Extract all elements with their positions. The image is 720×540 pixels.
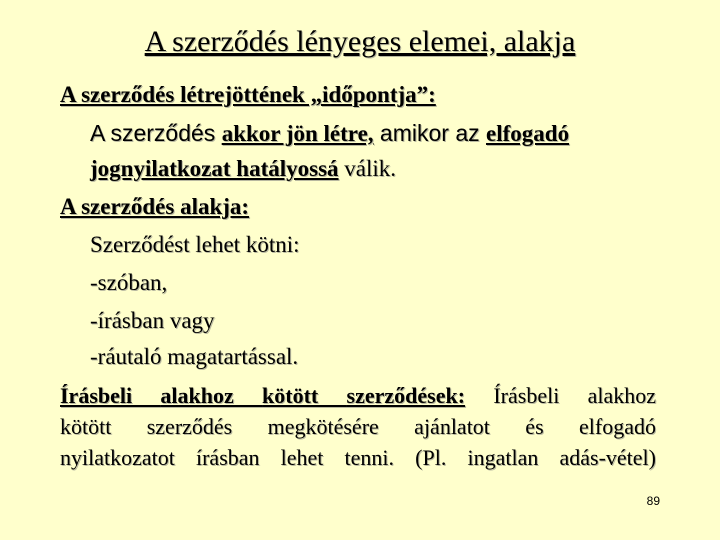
formation-text-emphasis: elfogadó <box>486 121 570 146</box>
formation-text-plain: A szerződés <box>90 120 222 146</box>
form-item-implied-conduct: -ráutaló magatartással. <box>90 344 299 369</box>
formation-text-emphasis: akkor jön létre, <box>221 121 374 146</box>
page-number: 89 <box>646 494 660 508</box>
written-form-paragraph-line-1 <box>60 382 656 410</box>
form-item-oral: -szóban, <box>90 270 168 295</box>
form-item-written: -írásban vagy <box>90 308 215 333</box>
formation-text-line-1 <box>90 118 569 149</box>
written-form-paragraph-line-2: kötött szerződés megkötésére ajánlatot és elfogadó <box>60 414 656 439</box>
written-form-term: alakhoz <box>160 383 263 408</box>
slide-title: A szerződés lényeges elemei, alakja <box>144 25 576 58</box>
formation-text-line-2 <box>90 154 396 184</box>
written-form-term: szerződések: <box>346 383 466 408</box>
written-form-text: Írásbeli alakhoz <box>493 383 656 408</box>
form-intro: Szerződést lehet kötni: <box>90 232 300 257</box>
heading-formation-time: A szerződés létrejöttének „időpontja”: <box>60 82 436 107</box>
formation-text-plain: válik. <box>338 156 397 181</box>
formation-text-emphasis: jognyilatkozat hatályossá <box>90 156 339 181</box>
written-form-term: kötött <box>262 383 347 408</box>
heading-contract-form: A szerződés alakja: <box>60 194 250 219</box>
written-form-term: Írásbeli <box>60 383 161 408</box>
written-form-paragraph-line-3: nyilatkozatot írásban lehet tenni. (Pl. ingatlan adás-vétel) <box>60 445 656 470</box>
formation-text-plain: amikor az <box>373 120 487 146</box>
